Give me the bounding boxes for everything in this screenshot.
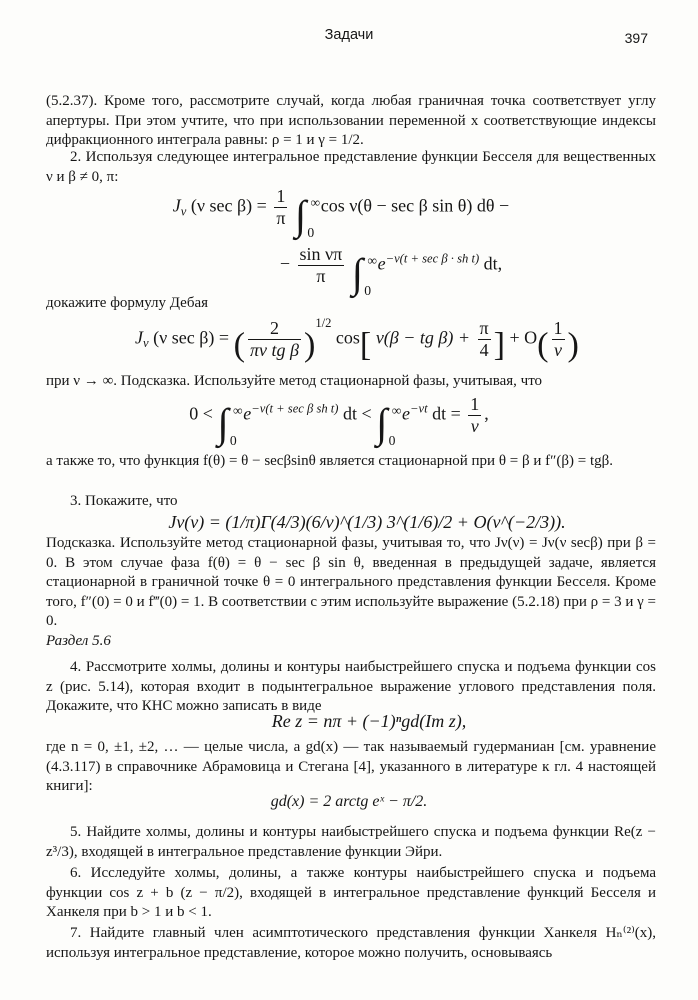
- eq4-int-upper: ∞: [232, 403, 243, 418]
- integral-sign: ∫ 0 ∞: [351, 250, 378, 298]
- eq3-pi-den: 4: [479, 339, 489, 360]
- eq4-rhs: dt =: [432, 403, 461, 424]
- page-number: 397: [624, 30, 648, 46]
- eq4-frac-den: ν: [470, 416, 479, 436]
- eq1-int-upper: ∞: [310, 195, 321, 210]
- hint-stationary-phase: при ν → ∞. Подсказка. Используйте метод стационарной фазы, учитывая, что: [46, 373, 543, 389]
- section-heading: Раздел 5.6: [46, 633, 111, 649]
- eq2-fraction: [298, 244, 345, 287]
- eq3-one-over-nu: [552, 318, 565, 361]
- eq1-lhs: J: [172, 195, 181, 216]
- eq3-cos: cos: [335, 327, 360, 348]
- eq3-pi-num: π: [479, 317, 489, 338]
- problem-4-intro: 4. Рассмотрите холмы, долины и контуры наибыстрейшего спуска и подъема функции cos z (рис. 5.14), которая входит в подынтегральное выражение углового представления поля. Докажите, что КНС можно записать в виде: [46, 659, 656, 714]
- eq3-lhs-sub: ν: [143, 336, 149, 351]
- equation-inequality: [0, 394, 698, 448]
- eq4-comma: ,: [484, 403, 489, 424]
- integral-sign: ∫ 0 ∞: [294, 192, 321, 240]
- problem-2-intro: 2. Используя следующее интегральное представление функции Бесселя для вещественных ν и β ≠ 0, π:: [46, 149, 656, 185]
- problem-7: 7. Найдите главный член асимптотического представления функции Ханкеля Hₙ⁽²⁾(x), используя интегральное представление, которое можно получить, основываясь: [46, 925, 656, 961]
- eq4-fraction: [468, 394, 481, 437]
- paragraph-continuation: (5.2.37). Кроме того, рассмотрите случай, когда любая граничная точка соответствует углу апертуры. При этом учтите, что при использовании переменной x соответствующие индексы дифракционного интеграла равны: ρ = 1 и γ = 1/2.: [46, 93, 656, 148]
- gudermannian-definition: где n = 0, ±1, ±2, … — целые числа, а gd(x) — так называемый гудерманиан [см. уравнение (4.3.117) в справочнике Абрамовица и Стегана [4], указанного в литературе к гл. 4 настоящей книги]:: [46, 739, 656, 794]
- equation-steepest-descent-contour: [0, 711, 698, 732]
- eq3-one: 1: [553, 317, 563, 338]
- eq1-frac-den: π: [276, 208, 286, 228]
- eq3-frac-num: 2: [248, 318, 301, 340]
- equation-bessel-integral-line2: − $\frac{\text{sin νπ}}{\pi}$ ∫ 0 ∞ $e^{-\nu(t + sec \beta \cdot sh t)}$ dt,: [279, 244, 503, 298]
- integral-sign: ∫ 0 ∞: [217, 400, 243, 448]
- problem-6: 6. Исследуйте холмы, долины, а также контуры наибыстрейшего спуска и подъема функции cos z + b (z − π/2), входящей в интегральное представление функций Бесселя и Ханкеля при b > 1 и b < 1.: [46, 865, 656, 920]
- eq2-frac-den: π: [316, 266, 326, 286]
- integral-sign: ∫ 0 ∞: [376, 400, 402, 448]
- eq4-int-upper-2: ∞: [391, 403, 402, 418]
- running-header-title: Задачи: [324, 27, 374, 43]
- equation-gudermannian: [0, 793, 698, 811]
- problem-5: 5. Найдите холмы, долины и контуры наибыстрейшего спуска и подъема функции Re(z − z³/3), входящей в интегральное представление функции Эйри.: [46, 824, 656, 860]
- eq3-arg: (ν sec β) =: [153, 327, 230, 348]
- eq1-frac-num: 1: [274, 186, 287, 208]
- eq1-arg: (ν sec β) =: [190, 195, 267, 216]
- eq4-exponent-2: −νt: [410, 401, 428, 416]
- eq5-text: Jν(ν) = (1/π)Γ(4/3)(6/ν)^(1/3) 3^(1/6)/2 + O(ν^(−2/3)).: [168, 512, 566, 532]
- eq3-big-o: + O: [509, 327, 538, 348]
- equation-bessel-asymptotic: [0, 512, 698, 533]
- eq2-exp-base: e: [377, 253, 386, 274]
- eq2-int-lower: 0: [364, 282, 372, 298]
- eq2-dt: dt,: [483, 253, 503, 274]
- eq3-frac-den: πν tg β: [249, 339, 299, 360]
- debye-formula-intro: докажите формулу Дебая: [46, 295, 209, 311]
- eq3-pi-fraction: [478, 318, 491, 361]
- eq3-nu: ν: [554, 339, 563, 360]
- eq1-integrand: cos ν(θ − sec β sin θ) dθ −: [320, 195, 510, 216]
- hint-problem-3: Подсказка. Используйте метод стационарной фазы, учитывая то, что Jν(ν) = Jν(ν secβ) при β = 0. В этом случае фаза f(θ) = θ − sec β sin θ, введенная в предыдущей задаче, является стационарной в граничной точке θ = 0 интегрального представления функции Бесселя. Кроме того, f″(0) = 0 и f‴(0) = 1. В соответствии с этим используйте выражение (5.2.18) при ρ = 3 и γ = 0.: [46, 535, 656, 629]
- equation-bessel-integral-line1: [0, 186, 698, 240]
- eq1-int-lower: 0: [307, 224, 315, 240]
- eq4-mid: dt <: [343, 403, 372, 424]
- eq1-fraction: [274, 186, 287, 229]
- eq3-fraction: [248, 318, 301, 361]
- eq2-frac-num: sin νπ: [299, 244, 343, 264]
- problem-3-intro: 3. Покажите, что: [70, 493, 178, 509]
- eq3-inner: ν(β − tg β) +: [375, 327, 471, 348]
- stationary-function-note: а также то, что функция f(θ) = θ − secβsinθ является стационарной при θ = β и f″(β) = tgβ.: [46, 453, 613, 469]
- equation-debye-formula: $J_\nu$ (ν sec β) = ( $\frac{2}{\text{πν tg β}}$ )$^{1/2}$ cos[ ν(β − tg β) + $\frac{\pi}{4}$ ] + O( $\frac{1}{\nu}$ ): [135, 316, 579, 364]
- eq6-text: Re z = nπ + (−1)ⁿgd(Im z),: [271, 711, 467, 731]
- eq4-int-lower: 0: [229, 432, 237, 448]
- eq7-text: gd(x) = 2 arctg eˣ − π/2.: [270, 793, 428, 810]
- eq4-int-lower-2: 0: [388, 432, 396, 448]
- eq3-lhs: J: [135, 327, 144, 348]
- eq2-int-upper: ∞: [367, 253, 378, 268]
- eq3-power: 1/2: [315, 316, 332, 330]
- eq4-exp-base-2: e: [402, 403, 410, 424]
- eq4-frac-num: 1: [470, 394, 480, 414]
- eq1-lhs-sub: ν: [180, 204, 187, 219]
- eq4-lhs: 0 <: [189, 403, 213, 424]
- eq4-exp-base-1: e: [243, 403, 252, 424]
- eq4-exponent-1: −ν(t + sec β sh t): [251, 401, 339, 416]
- eq2-exponent: −ν(t + sec β · sh t): [385, 251, 480, 266]
